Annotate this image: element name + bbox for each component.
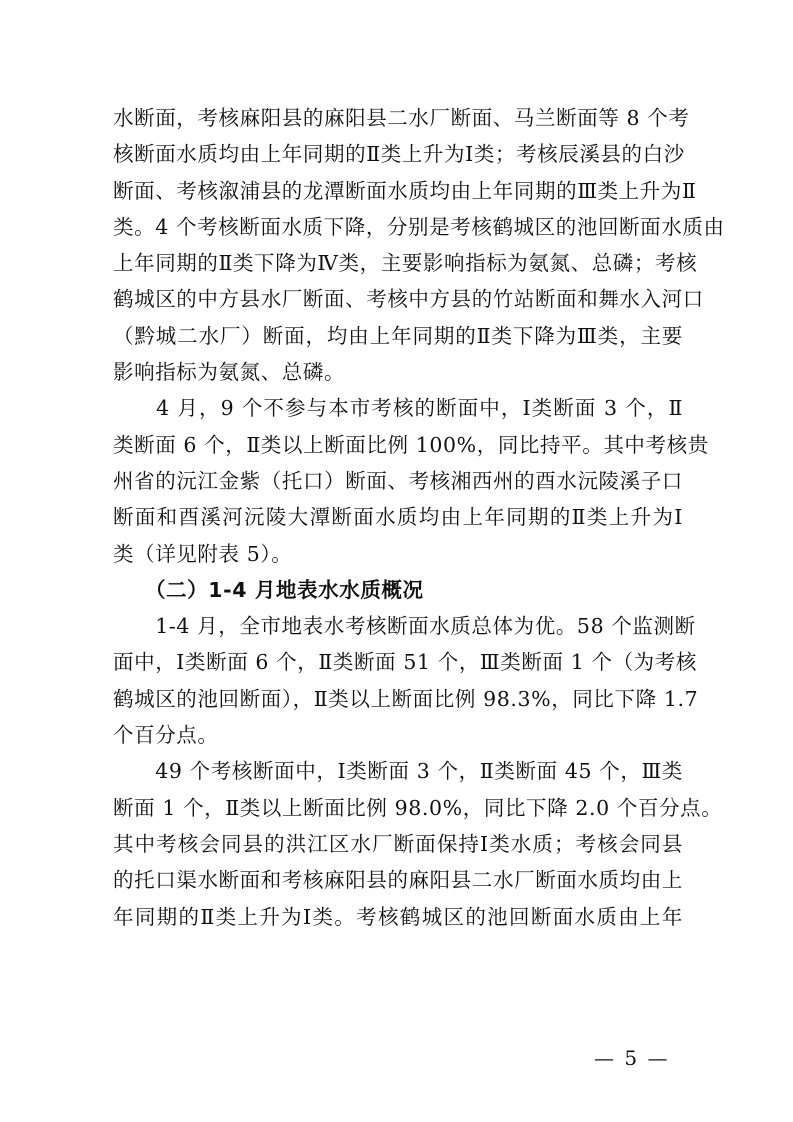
text-line: 1-4 月，全市地表水考核断面水质总体为优。58 个监测断 — [113, 614, 696, 639]
text-line: 面中，Ⅰ类断面 6 个，Ⅱ类断面 51 个，Ⅲ类断面 1 个（为考核 — [113, 650, 697, 675]
text-line: 鹤城区的中方县水厂断面、考核中方县的竹站断面和舞水入河口 — [113, 287, 704, 312]
text-line: 水断面，考核麻阳县的麻阳县二水厂断面、马兰断面等 8 个考 — [113, 106, 690, 130]
text-line: 州省的沅江金紫（托口）断面、考核湘西州的酉水沅陵溪子口 — [113, 468, 683, 493]
text-line: 类。4 个考核断面水质下降，分别是考核鹤城区的池回断面水质由 — [113, 214, 725, 239]
text-line: 年同期的Ⅱ类上升为Ⅰ类。考核鹤城区的池回断面水质由上年 — [113, 904, 683, 929]
text-line: 断面 1 个，Ⅱ类以上断面比例 98.0%，同比下降 2.0 个百分点。 — [113, 795, 723, 820]
section-heading: （二）1-4 月地表水水质概况 — [113, 577, 424, 602]
text-line: 4 月，9 个不参与本市考核的断面中，Ⅰ类断面 3 个，Ⅱ — [113, 396, 683, 421]
body-text — [113, 100, 725, 935]
text-line: 49 个考核断面中，Ⅰ类断面 3 个，Ⅱ类断面 45 个，Ⅲ类 — [113, 759, 683, 784]
text-line: 个百分点。 — [113, 723, 219, 748]
text-line: 断面和酉溪河沅陵大潭断面水质均由上年同期的Ⅱ类上升为Ⅰ — [113, 505, 683, 530]
text-line: 断面、考核溆浦县的龙潭断面水质均由上年同期的Ⅲ类上升为Ⅱ — [113, 178, 697, 203]
text-line: 上年同期的Ⅱ类下降为Ⅳ类，主要影响指标为氨氮、总磷；考核 — [113, 251, 698, 276]
text-line: 其中考核会同县的洪江区水厂断面保持Ⅰ类水质；考核会同县 — [113, 831, 683, 856]
text-line: 类断面 6 个，Ⅱ类以上断面比例 100%，同比持平。其中考核贵 — [113, 432, 709, 457]
text-line: 核断面水质均由上年同期的Ⅱ类上升为Ⅰ类；考核辰溪县的白沙 — [113, 142, 685, 167]
text-line: 的托口渠水断面和考核麻阳县的麻阳县二水厂断面水质均由上 — [113, 868, 683, 893]
text-line: 影响指标为氨氮、总磷。 — [113, 360, 346, 385]
page-number: — 5 — — [594, 1046, 670, 1070]
text-line: （黔城二水厂）断面，均由上年同期的Ⅱ类下降为Ⅲ类，主要 — [113, 323, 683, 348]
text-line: 类（详见附表 5）。 — [113, 541, 293, 566]
text-line: 鹤城区的池回断面），Ⅱ类以上断面比例 98.3%，同比下降 1.7 — [113, 686, 699, 711]
